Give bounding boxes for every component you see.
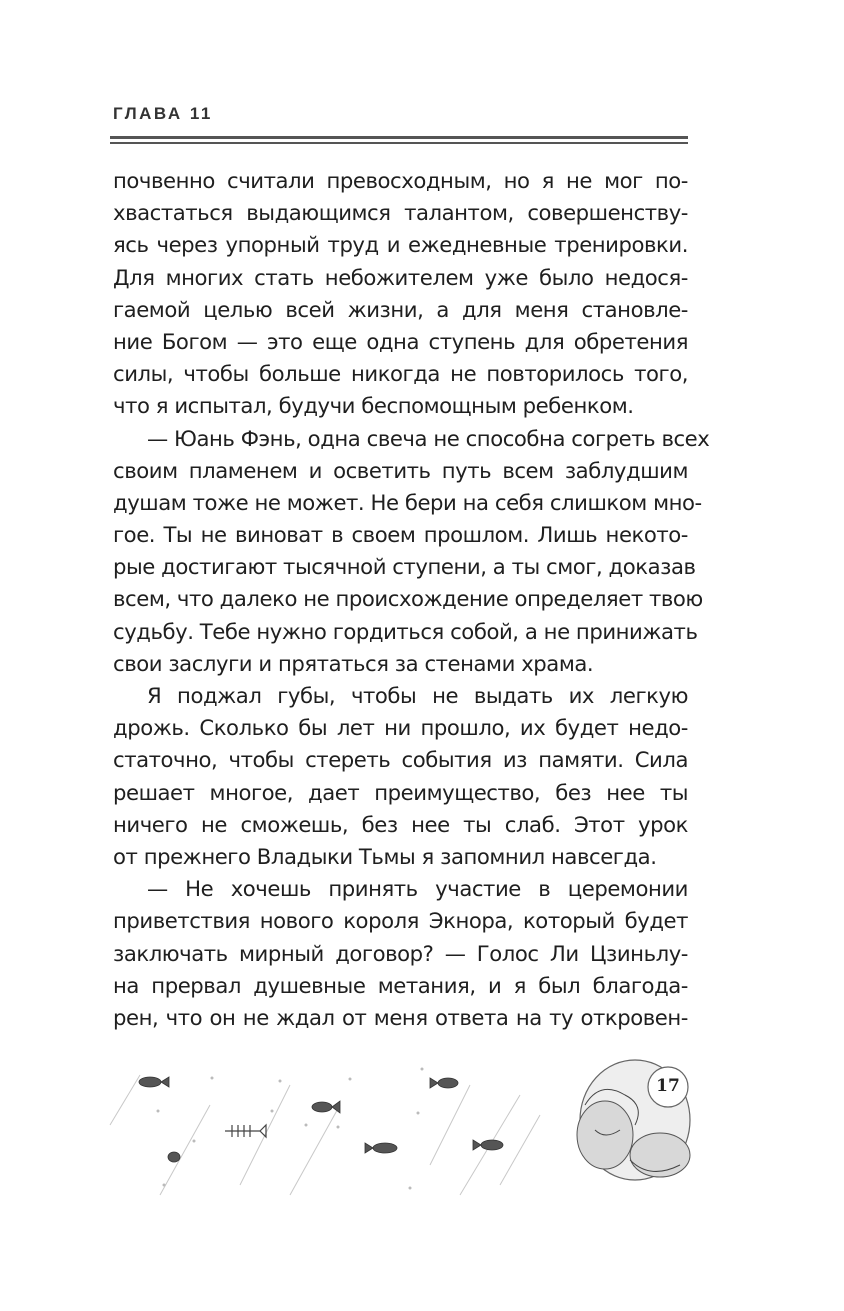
chapter-header: ГЛАВА 11 [113,104,213,123]
text-line: душам тоже не может. Не бери на себя слишком мно- [113,489,702,515]
text-line: на прервал душевные метания, и я был благода- [113,972,688,998]
text-line: силы, чтобы больше никогда не повторилось того, [113,361,688,387]
text-line: решает многое, дает преимущество, без нее ты [113,779,688,805]
text-line: — Юань Фэнь, одна свеча не способна согреть всех [147,425,710,451]
text-line: ничего не сможешь, без нее ты слаб. Этот урок [113,811,688,837]
text-line: Для многих стать небожителем уже было недося- [113,264,688,290]
text-line: судьбу. Тебе нужно гордиться собой, а не принижать [113,618,698,644]
text-line: дрожь. Сколько бы лет ни прошло, их будет недо- [113,715,688,741]
text-line: Я поджал губы, чтобы не выдать их легкую [147,683,688,708]
text-line: всем, что далеко не происхождение определяет твою [113,586,703,612]
body-text [113,165,710,1034]
text-line: приветствия нового короля Экнора, который будет [113,908,688,934]
text-line: ясь через упорный труд и ежедневные тренировки. [113,232,688,258]
text-line: статочно, чтобы стереть события из памяти. Сила [113,747,688,773]
text-line: рен, что он не ждал от меня ответа на ту откровен- [113,1004,688,1030]
fish-illustration [100,1045,700,1205]
text-line: свои заслуги и прятаться за стенами храма. [113,650,594,676]
header-rule-thick [110,136,688,139]
text-line: заключать мирный договор? — Голос Ли Цзиньлу- [113,940,688,966]
text-line: почвенно считали превосходным, но я не мог по- [113,168,688,193]
text-line: гое. Ты не виноват в своем прошлом. Лишь некото- [113,522,688,548]
text-line: рые достигают тысячной ступени, а ты смог, доказав [113,554,696,580]
text-line: от прежнего Владыки Тьмы я запомнил навсегда. [113,843,657,869]
page-number: 17 [656,1076,680,1096]
text-line: — Не хочешь принять участие в церемонии [147,876,688,902]
text-line: что я испытал, будучи беспомощным ребенком. [113,393,634,419]
text-line: хвастаться выдающимся талантом, совершенству- [113,200,688,226]
text-line: своим пламенем и осветить путь всем заблудшим [113,457,688,483]
text-line: ние Богом — это еще одна ступень для обретения [113,328,688,354]
header-rule-thin [110,142,688,144]
text-line: гаемой целью всей жизни, а для меня становле- [113,296,688,322]
